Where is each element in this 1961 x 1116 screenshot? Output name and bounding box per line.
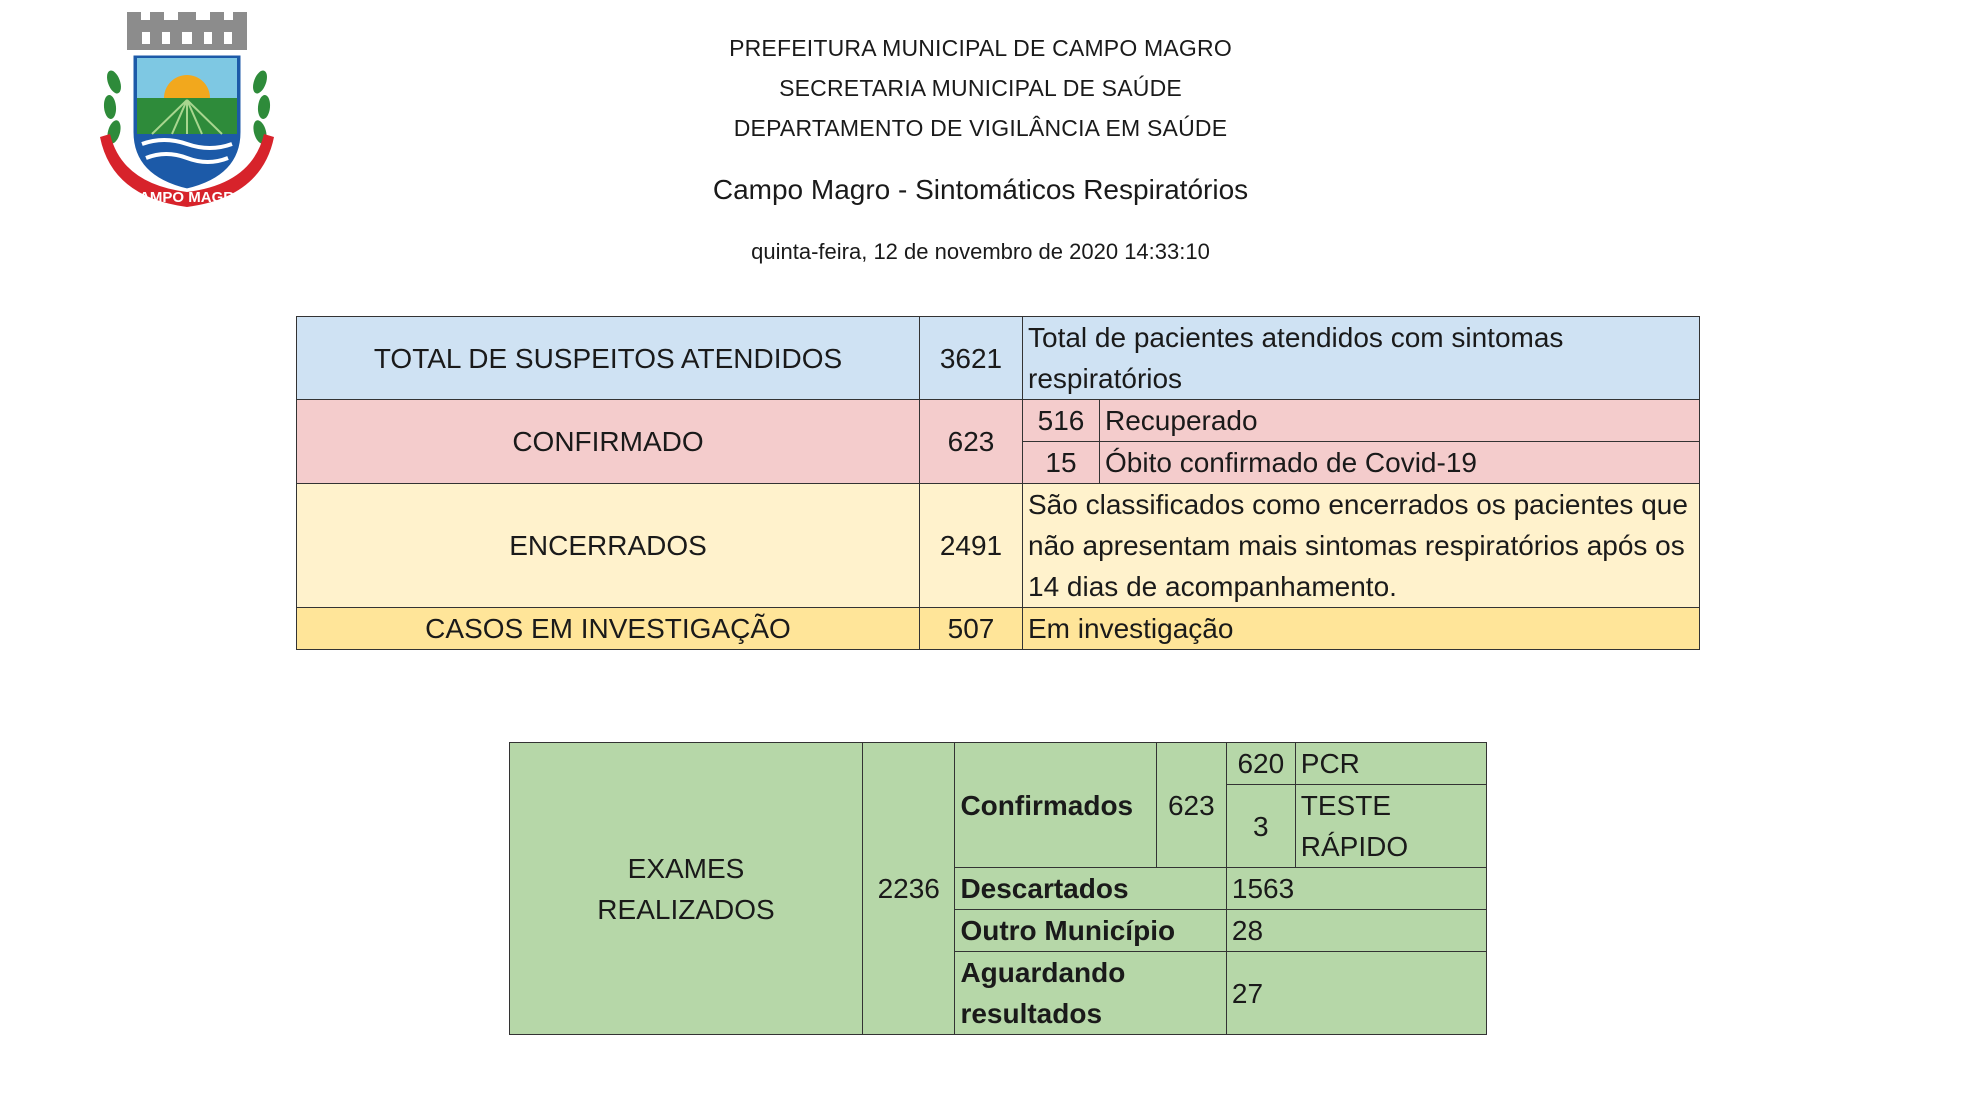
- encerrados-value: 2491: [920, 484, 1023, 608]
- pcr-value: 620: [1226, 743, 1295, 785]
- header-secretaria: SECRETARIA MUNICIPAL DE SAÚDE: [779, 75, 1182, 101]
- page-header: [0, 28, 1961, 269]
- aguardando-label: Aguardando resultados: [955, 952, 1226, 1035]
- total-label: TOTAL DE SUSPEITOS ATENDIDOS: [297, 317, 920, 400]
- descartados-label: Descartados: [955, 868, 1226, 910]
- encerrados-label: ENCERRADOS: [297, 484, 920, 608]
- confirmado-label: CONFIRMADO: [297, 400, 920, 484]
- descartados-value: 1563: [1226, 868, 1486, 910]
- outro-municipio-label: Outro Município: [955, 910, 1226, 952]
- investigacao-label: CASOS EM INVESTIGAÇÃO: [297, 608, 920, 650]
- aguardando-value: 27: [1226, 952, 1486, 1035]
- total-desc: Total de pacientes atendidos com sintomas respiratórios: [1023, 317, 1700, 400]
- exames-table: [509, 742, 1487, 1035]
- outro-municipio-value: 28: [1226, 910, 1486, 952]
- report-title: Campo Magro - Sintomáticos Respiratórios: [712, 174, 1249, 205]
- recuperado-label: Recuperado: [1100, 400, 1700, 442]
- row-total-suspeitos: [297, 317, 1700, 400]
- confirmados-value: 623: [1156, 743, 1226, 868]
- confirmado-value: 623: [920, 400, 1023, 484]
- header-prefeitura: PREFEITURA MUNICIPAL DE CAMPO MAGRO: [729, 35, 1232, 61]
- exames-label: EXAMES REALIZADOS: [510, 743, 863, 1035]
- pcr-label: PCR: [1295, 743, 1486, 785]
- exames-value: 2236: [862, 743, 954, 1035]
- encerrados-desc: São classificados como encerrados os pacientes que não apresentam mais sintomas respiratórios após os 14 dias de acompanhamento.: [1023, 484, 1700, 608]
- exames-row-1: [510, 743, 1487, 785]
- investigacao-desc: Em investigação: [1023, 608, 1700, 650]
- row-confirmado: [297, 400, 1700, 442]
- row-encerrados: [297, 484, 1700, 608]
- report-date: quinta-feira, 12 de novembro de 2020 14:33:10: [751, 239, 1210, 264]
- recuperado-value: 516: [1023, 400, 1100, 442]
- teste-rapido-label: TESTE RÁPIDO: [1295, 785, 1486, 868]
- summary-table: [296, 316, 1700, 650]
- investigacao-value: 507: [920, 608, 1023, 650]
- logo-ribbon-text: CAMPO MAGRO: [128, 189, 246, 206]
- row-investigacao: [297, 608, 1700, 650]
- teste-rapido-value: 3: [1226, 785, 1295, 868]
- obito-label: Óbito confirmado de Covid-19: [1100, 442, 1700, 484]
- total-value: 3621: [920, 317, 1023, 400]
- confirmados-label: Confirmados: [955, 743, 1156, 868]
- obito-value: 15: [1023, 442, 1100, 484]
- header-departamento: DEPARTAMENTO DE VIGILÂNCIA EM SAÚDE: [733, 115, 1228, 141]
